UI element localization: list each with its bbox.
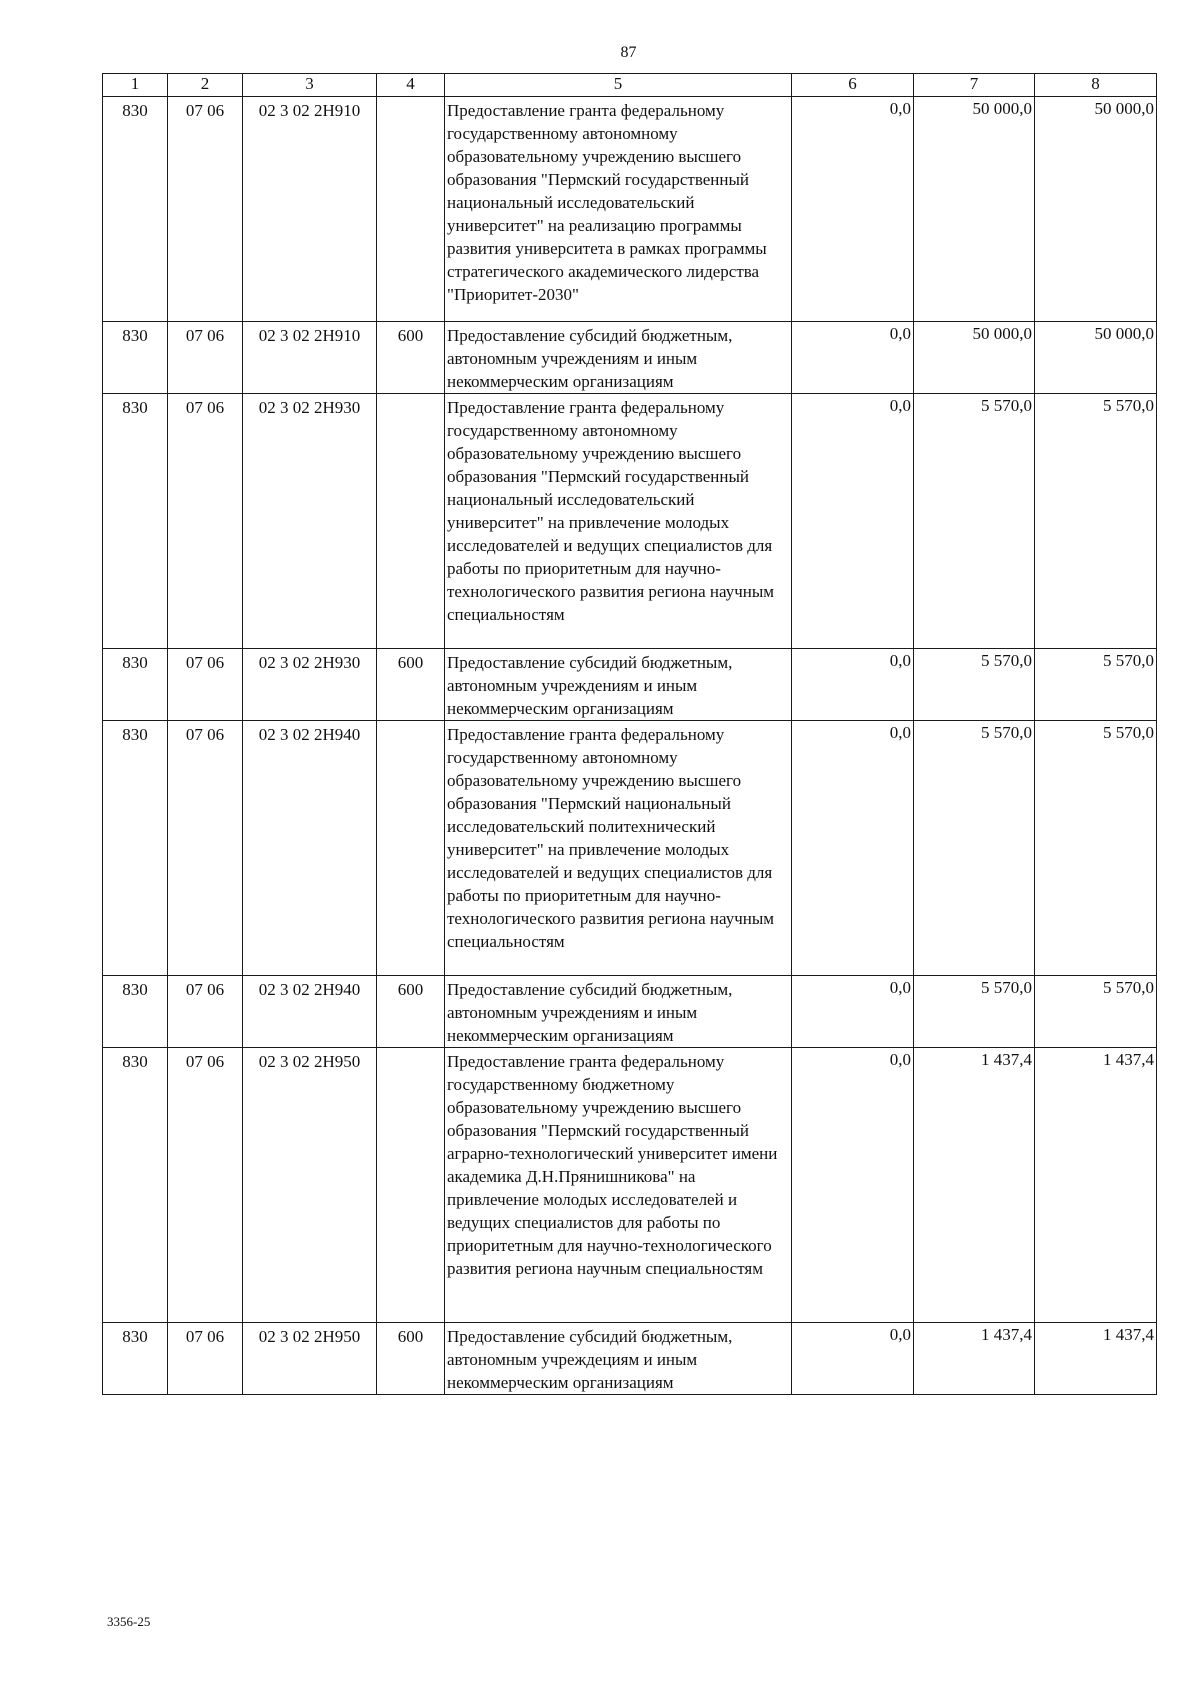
cell-amount-6: 0,0 <box>792 97 914 322</box>
cell-amount-7: 1 437,4 <box>914 1323 1035 1395</box>
cell-amount-7: 1 437,4 <box>914 1048 1035 1323</box>
cell-amount-8: 5 570,0 <box>1035 649 1157 721</box>
cell-amount-6: 0,0 <box>792 649 914 721</box>
cell-amount-6: 0,0 <box>792 394 914 649</box>
cell-description: Предоставление субсидий бюджетным, автономным учреждениям и иным некоммерческим организациям <box>445 649 792 721</box>
col-header-6: 6 <box>792 74 914 97</box>
cell-section-code: 07 06 <box>168 649 243 721</box>
cell-target-article: 02 3 02 2Н940 <box>243 976 377 1048</box>
cell-section-code: 07 06 <box>168 721 243 976</box>
cell-admin-code: 830 <box>103 1323 168 1395</box>
table-row <box>103 649 1157 721</box>
table-row <box>103 721 1157 976</box>
cell-amount-7: 50 000,0 <box>914 322 1035 394</box>
cell-expense-type: 600 <box>377 1323 445 1395</box>
table-row <box>103 322 1157 394</box>
cell-amount-7: 5 570,0 <box>914 649 1035 721</box>
cell-section-code: 07 06 <box>168 1323 243 1395</box>
cell-admin-code: 830 <box>103 97 168 322</box>
cell-description: Предоставление субсидий бюджетным, автономным учреждециям и иным некоммерческим организациям <box>445 1323 792 1395</box>
cell-target-article: 02 3 02 2Н910 <box>243 322 377 394</box>
cell-section-code: 07 06 <box>168 394 243 649</box>
cell-amount-8: 1 437,4 <box>1035 1323 1157 1395</box>
cell-section-code: 07 06 <box>168 322 243 394</box>
cell-admin-code: 830 <box>103 721 168 976</box>
cell-section-code: 07 06 <box>168 97 243 322</box>
page-number: 87 <box>620 44 637 61</box>
cell-section-code: 07 06 <box>168 1048 243 1323</box>
cell-target-article: 02 3 02 2Н950 <box>243 1323 377 1395</box>
cell-description: Предоставление гранта федеральному государственному автономному образовательному учреждению высшего образования "Пермский государственный национальный исследовательский университет" на реализацию программы развития университета в рамках программы стратегического академического лидерства "Приоритет-2030" <box>445 97 792 322</box>
cell-amount-7: 5 570,0 <box>914 976 1035 1048</box>
table-row <box>103 1048 1157 1323</box>
cell-admin-code: 830 <box>103 322 168 394</box>
cell-expense-type <box>377 721 445 976</box>
cell-description: Предоставление субсидий бюджетным, автономным учреждениям и иным некоммерческим организациям <box>445 976 792 1048</box>
col-header-2: 2 <box>168 74 243 97</box>
cell-amount-6: 0,0 <box>792 322 914 394</box>
cell-section-code: 07 06 <box>168 976 243 1048</box>
cell-description: Предоставление субсидий бюджетным, автономным учреждениям и иным некоммерческим организациям <box>445 322 792 394</box>
table-row <box>103 976 1157 1048</box>
col-header-4: 4 <box>377 74 445 97</box>
col-header-3: 3 <box>243 74 377 97</box>
cell-admin-code: 830 <box>103 649 168 721</box>
table-row <box>103 1323 1157 1395</box>
cell-expense-type <box>377 97 445 322</box>
cell-expense-type: 600 <box>377 649 445 721</box>
col-header-5: 5 <box>445 74 792 97</box>
cell-target-article: 02 3 02 2Н930 <box>243 394 377 649</box>
cell-expense-type <box>377 394 445 649</box>
cell-amount-8: 50 000,0 <box>1035 97 1157 322</box>
col-header-7: 7 <box>914 74 1035 97</box>
cell-target-article: 02 3 02 2Н910 <box>243 97 377 322</box>
budget-table <box>102 73 1157 1395</box>
header-row <box>103 74 1157 97</box>
cell-expense-type: 600 <box>377 322 445 394</box>
cell-admin-code: 830 <box>103 976 168 1048</box>
cell-amount-8: 5 570,0 <box>1035 394 1157 649</box>
cell-admin-code: 830 <box>103 394 168 649</box>
col-header-8: 8 <box>1035 74 1157 97</box>
table-row <box>103 97 1157 322</box>
cell-amount-7: 5 570,0 <box>914 394 1035 649</box>
cell-description: Предоставление гранта федеральному государственному автономному образовательному учреждению высшего образования "Пермский национальный исследовательский политехнический университет" на привлечение молодых исследователей и ведущих специалистов для работы по приоритетным для научно-технологического развития региона научным специальностям <box>445 721 792 976</box>
cell-target-article: 02 3 02 2Н930 <box>243 649 377 721</box>
cell-expense-type <box>377 1048 445 1323</box>
cell-amount-6: 0,0 <box>792 976 914 1048</box>
cell-description: Предоставление гранта федеральному государственному автономному образовательному учреждению высшего образования "Пермский государственный национальный исследовательский университет" на привлечение молодых исследователей и ведущих специалистов для работы по приоритетным для научно-технологического развития региона научным специальностям <box>445 394 792 649</box>
document-code: 3356-25 <box>107 1614 151 1629</box>
cell-amount-8: 1 437,4 <box>1035 1048 1157 1323</box>
cell-amount-8: 5 570,0 <box>1035 721 1157 976</box>
cell-amount-8: 5 570,0 <box>1035 976 1157 1048</box>
cell-amount-7: 5 570,0 <box>914 721 1035 976</box>
cell-expense-type: 600 <box>377 976 445 1048</box>
cell-admin-code: 830 <box>103 1048 168 1323</box>
cell-target-article: 02 3 02 2Н940 <box>243 721 377 976</box>
cell-amount-6: 0,0 <box>792 721 914 976</box>
cell-amount-6: 0,0 <box>792 1323 914 1395</box>
table-row <box>103 394 1157 649</box>
cell-target-article: 02 3 02 2Н950 <box>243 1048 377 1323</box>
cell-amount-6: 0,0 <box>792 1048 914 1323</box>
cell-amount-8: 50 000,0 <box>1035 322 1157 394</box>
col-header-1: 1 <box>103 74 168 97</box>
cell-description: Предоставление гранта федеральному государственному бюджетному образовательному учреждению высшего образования "Пермский государственный аграрно-технологический университет имени академика Д.Н.Прянишникова" на привлечение молодых исследователей и ведущих специалистов для работы по приоритетным для научно-технологического развития региона научным специальностям <box>445 1048 792 1323</box>
cell-amount-7: 50 000,0 <box>914 97 1035 322</box>
